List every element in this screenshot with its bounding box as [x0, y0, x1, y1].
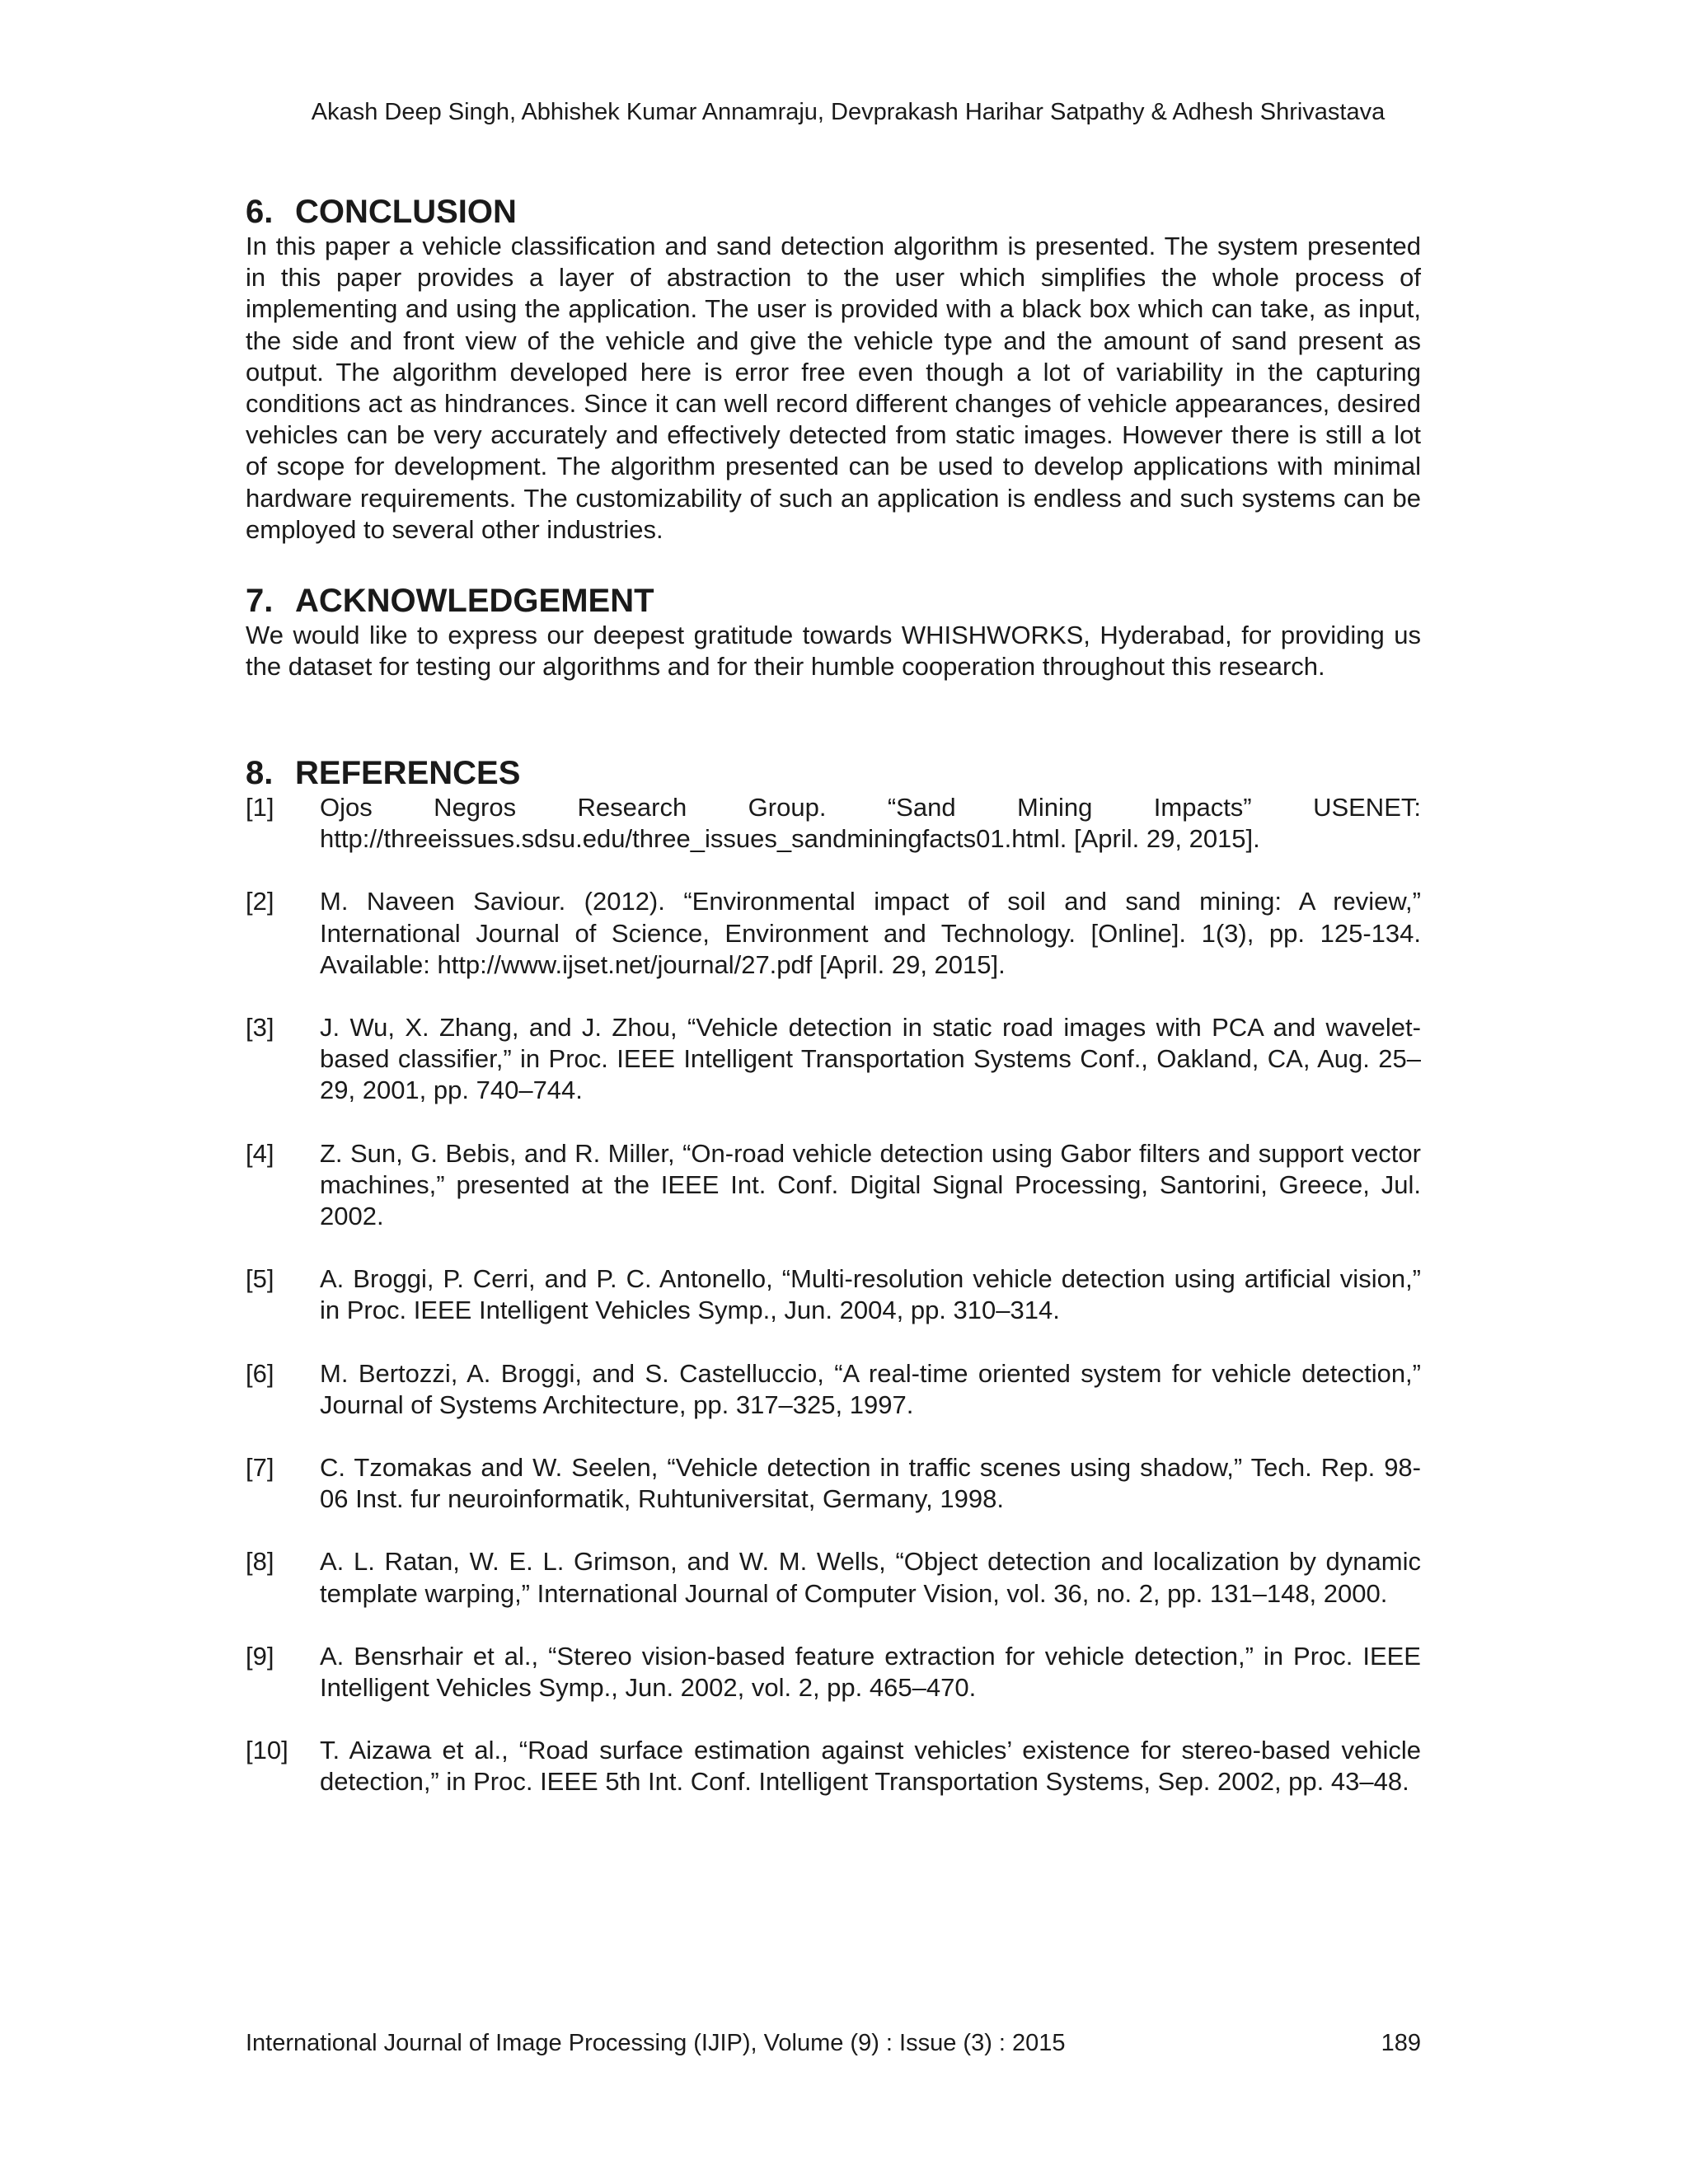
reference-item [246, 1012, 1421, 1107]
reference-item [246, 1735, 1421, 1797]
reference-item [246, 792, 1421, 855]
reference-text: M. Bertozzi, A. Broggi, and S. Castelluccio, “A real-time oriented system for vehicle detection,” Journal of Systems Architecture, pp. 317–325, 1997. [320, 1358, 1421, 1419]
reference-text: J. Wu, X. Zhang, and J. Zhou, “Vehicle detection in static road images with PCA and wavelet-based classifier,” in Proc. IEEE Intelligent Transportation Systems Conf., Oakland, CA, Aug. 25–29, 2001, pp. 740–744. [320, 1013, 1421, 1105]
reference-number: [9] [246, 1641, 274, 1671]
running-footer [246, 2028, 1421, 2058]
reference-number: [7] [246, 1453, 274, 1483]
references-heading [246, 754, 1421, 792]
reference-item [246, 1358, 1421, 1421]
reference-number: [8] [246, 1547, 274, 1577]
reference-item [246, 1452, 1421, 1515]
reference-list [246, 792, 1421, 1798]
section-title: CONCLUSION [295, 194, 517, 230]
reference-number: [4] [246, 1138, 274, 1168]
reference-item [246, 886, 1421, 981]
section-number: 8. [246, 755, 274, 791]
reference-number: [1] [246, 793, 274, 822]
conclusion-paragraph: In this paper a vehicle classification and sand detection algorithm is presented. The system presented in this paper provides a layer of abstraction to the user which simplifies the whole process of implementing and using the application. The user is provided with a black box which can take, as input, the side and front view of the vehicle and give the vehicle type and the amount of sand present as output. The algorithm developed here is error free even though a lot of variability in the capturing conditions act as hindrances. Since it can well record different changes of vehicle appearances, desired vehicles can be very accurately and effectively detected from static images. However there is still a lot of scope for development. The algorithm presented can be used to develop applications with minimal hardware requirements. The customizability of such an application is endless and such systems can be employed to several other industries. [246, 232, 1421, 544]
acknowledgement-heading [246, 582, 1421, 620]
conclusion-heading [246, 193, 1421, 231]
reference-text: A. Bensrhair et al., “Stereo vision-based feature extraction for vehicle detection,” in Proc. IEEE Intelligent Vehicles Symp., Jun. 2002, vol. 2, pp. 465–470. [320, 1641, 1421, 1703]
reference-text: T. Aizawa et al., “Road surface estimation against vehicles’ existence for stereo-based vehicle detection,” in Proc. IEEE 5th Int. Conf. Intelligent Transportation Systems, Sep. 2002, pp. 43–48. [320, 1736, 1421, 1797]
reference-number: [10] [246, 1736, 288, 1765]
running-header: Akash Deep Singh, Abhishek Kumar Annamraju, Devprakash Harihar Satpathy & Adhesh Shrivastava [311, 99, 1386, 125]
conclusion-section [246, 193, 1421, 546]
section-number: 6. [246, 194, 274, 230]
reference-number: [5] [246, 1264, 274, 1294]
journal-citation: International Journal of Image Processing (IJIP), Volume (9) : Issue (3) : 2015 [246, 2030, 1066, 2056]
page-number: 189 [1381, 2030, 1421, 2056]
reference-text: A. Broggi, P. Cerri, and P. C. Antonello, “Multi-resolution vehicle detection using artificial vision,” in Proc. IEEE Intelligent Vehicles Symp., Jun. 2004, pp. 310–314. [320, 1264, 1421, 1325]
section-number: 7. [246, 583, 274, 619]
reference-number: [2] [246, 887, 274, 916]
section-title: ACKNOWLEDGEMENT [295, 583, 654, 619]
references-section [246, 754, 1421, 1830]
reference-text: M. Naveen Saviour. (2012). “Environmental impact of soil and sand mining: A review,” International Journal of Science, Environment and Technology. [Online]. 1(3), pp. 125-134. Available: http://www.ijset.net/journal/27.pdf [April. 29, 2015]. [320, 887, 1421, 979]
reference-number: [3] [246, 1013, 274, 1043]
section-title: REFERENCES [295, 755, 521, 791]
acknowledgement-paragraph: We would like to express our deepest gratitude towards WHISHWORKS, Hyderabad, for providing us the dataset for testing our algorithms and for their humble cooperation throughout this research. [246, 621, 1421, 682]
reference-text: C. Tzomakas and W. Seelen, “Vehicle detection in traffic scenes using shadow,” Tech. Rep. 98-06 Inst. fur neuroinformatik, Ruhtuniversitat, Germany, 1998. [320, 1453, 1421, 1514]
reference-item [246, 1263, 1421, 1326]
reference-number: [6] [246, 1358, 274, 1388]
reference-item [246, 1138, 1421, 1233]
reference-text: A. L. Ratan, W. E. L. Grimson, and W. M. Wells, “Object detection and localization by dynamic template warping,” International Journal of Computer Vision, vol. 36, no. 2, pp. 131–148, 2000. [320, 1547, 1421, 1608]
reference-item [246, 1641, 1421, 1704]
acknowledgement-section [246, 582, 1421, 682]
reference-text: Ojos Negros Research Group. “Sand Mining Impacts” USENET: http://threeissues.sdsu.edu/three_issues_sandminingfacts01.html. [April. 29, 2015]. [320, 793, 1421, 854]
reference-item [246, 1546, 1421, 1609]
reference-text: Z. Sun, G. Bebis, and R. Miller, “On-road vehicle detection using Gabor filters and support vector machines,” presented at the IEEE Int. Conf. Digital Signal Processing, Santorini, Greece, Jul. 2002. [320, 1138, 1421, 1231]
